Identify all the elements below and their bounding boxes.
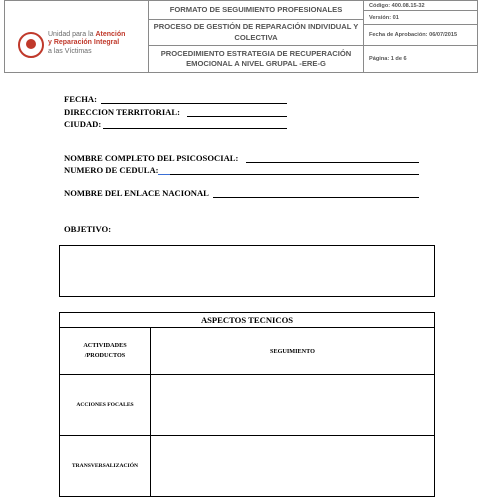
col-header-actividades: ACTIVIDADES /PRODUCTOS: [60, 328, 151, 375]
fecha-label: FECHA:: [64, 94, 97, 104]
process-title: PROCESO DE GESTIÓN DE REPARACIÓN INDIVIDUAL Y COLECTIVA: [149, 20, 363, 46]
cedula-cursor-mark: [158, 174, 170, 175]
fecha-line[interactable]: [101, 103, 287, 104]
objetivo-label: OBJETIVO:: [64, 224, 112, 234]
row-label-transversalizacion: TRANSVERSALIZACIÓN: [60, 436, 151, 496]
seguimiento-acciones-focales-cell[interactable]: [151, 375, 434, 436]
document-version: Versión: 01: [363, 11, 477, 25]
page-number: Página: 1 de 6: [363, 46, 477, 72]
nombre-psicosocial-label: NOMBRE COMPLETO DEL PSICOSOCIAL:: [64, 153, 239, 163]
coat-of-arms-icon: [18, 32, 44, 58]
table-title: ASPECTOS TECNICOS: [60, 313, 434, 328]
logo-cell: [5, 1, 149, 72]
enlace-nacional-line[interactable]: [213, 197, 419, 198]
aspectos-tecnicos-table: [59, 312, 435, 497]
ciudad-label: CIUDAD:: [64, 119, 102, 129]
approval-date: Fecha de Aprobación: 06/07/2015: [363, 25, 477, 46]
document-code: Código: 400.08.15-32: [363, 1, 477, 11]
direccion-territorial-line[interactable]: [187, 116, 287, 117]
numero-cedula-label: NUMERO DE CEDULA:: [64, 165, 159, 175]
numero-cedula-line[interactable]: [170, 174, 419, 175]
form-title: FORMATO DE SEGUIMIENTO PROFESIONALES: [149, 1, 363, 20]
objetivo-textbox[interactable]: [59, 245, 435, 297]
ciudad-line[interactable]: [103, 128, 287, 129]
col-header-seguimiento: SEGUIMIENTO: [151, 328, 434, 375]
procedure-title: PROCEDIMIENTO ESTRATEGIA DE RECUPERACIÓN EMOCIONAL A NIVEL GRUPAL -ERE-G: [160, 48, 352, 68]
direccion-territorial-label: DIRECCION TERRITORIAL:: [64, 107, 180, 117]
document-header: [4, 0, 478, 73]
nombre-psicosocial-line[interactable]: [246, 162, 419, 163]
enlace-nacional-label: NOMBRE DEL ENLACE NACIONAL: [64, 188, 209, 198]
seguimiento-transversalizacion-cell[interactable]: [151, 436, 434, 496]
agency-logo-text: Unidad para la Atención y Reparación Integral a las Víctimas: [48, 31, 126, 55]
row-label-acciones-focales: ACCIONES FOCALES: [60, 375, 151, 436]
